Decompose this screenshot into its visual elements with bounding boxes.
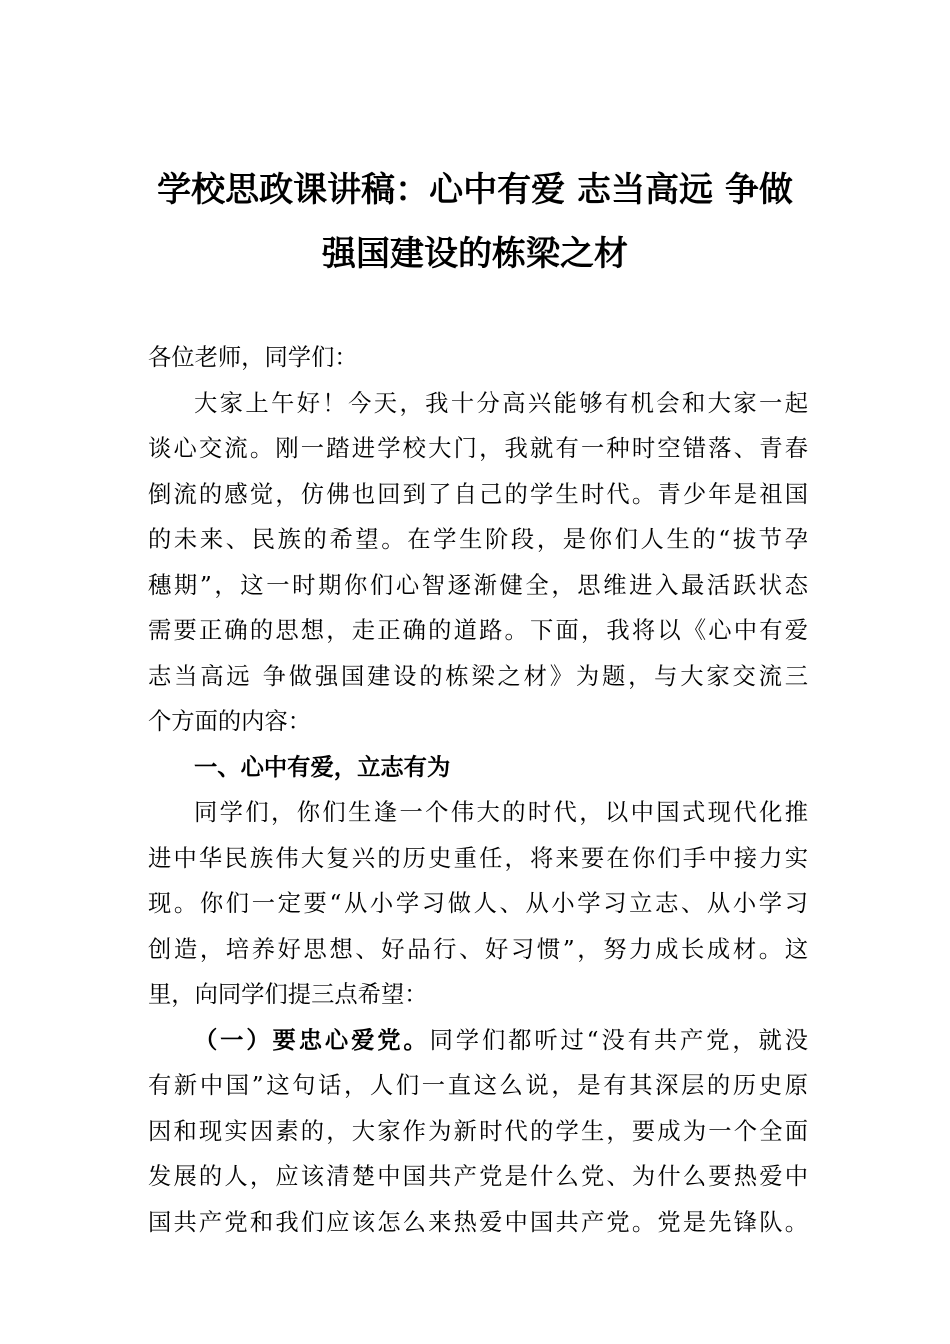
document-title-line-2: 强国建设的栋梁之材 (322, 234, 628, 274)
paragraph-line-with-subheading (148, 1018, 808, 1064)
paragraph-line: 同学们，你们生逢一个伟大的时代，以中国式现代化推 (194, 799, 808, 826)
document-title-line-1: 学校思政课讲稿：心中有爱 志当高远 争做 (157, 170, 793, 210)
paragraph-line: 个方面的内容： (148, 708, 312, 735)
paragraph-line: 里，向同学们提三点希望： (148, 981, 428, 1008)
document-body (148, 335, 808, 1245)
paragraph-line: 因和现实因素的，大家作为新时代的学生，要成为一个全面 (148, 1117, 808, 1145)
paragraph-line: 有新中国”这句话，人们一直这么说，是有其深层的历史原 (148, 1072, 808, 1099)
paragraph-line: 志当高远 争做强国建设的栋梁之材》为题，与大家交流三 (148, 662, 808, 690)
subsection-heading: （一）要忠心爱党。 (194, 1026, 430, 1054)
paragraph-line: 现。你们一定要“从小学习做人、从小学习立志、从小学习 (148, 890, 808, 917)
paragraph-text: 同学们都听过“没有共产党，就没 (429, 1026, 809, 1054)
paragraph-line: 的未来、民族的希望。在学生阶段，是你们人生的“拔节孕 (148, 526, 808, 553)
paragraph-line: 谈心交流。刚一踏进学校大门，我就有一种时空错落、青春 (148, 435, 808, 462)
paragraph-line: 国共产党和我们应该怎么来热爱中国共产党。党是先锋队。 (148, 1208, 808, 1236)
section-heading: 一、心中有爱，立志有为 (194, 753, 451, 781)
greeting-line: 各位老师，同学们： (148, 344, 358, 371)
paragraph-line: 倒流的感觉，仿佛也回到了自己的学生时代。青少年是祖国 (148, 480, 808, 508)
paragraph-line: 穗期”，这一时期你们心智逐渐健全，思维进入最活跃状态 (148, 571, 808, 599)
paragraph-line: 创造，培养好思想、好品行、好习惯”，努力成长成材。这 (148, 935, 808, 963)
paragraph-line: 发展的人，应该清楚中国共产党是什么党、为什么要热爱中 (148, 1163, 808, 1190)
paragraph-line: 大家上午好！今天，我十分高兴能够有机会和大家一起 (194, 389, 808, 417)
paragraph-line: 需要正确的思想，走正确的道路。下面，我将以《心中有爱 (148, 617, 808, 644)
paragraph-line: 进中华民族伟大复兴的历史重任，将来要在你们手中接力实 (148, 844, 808, 872)
